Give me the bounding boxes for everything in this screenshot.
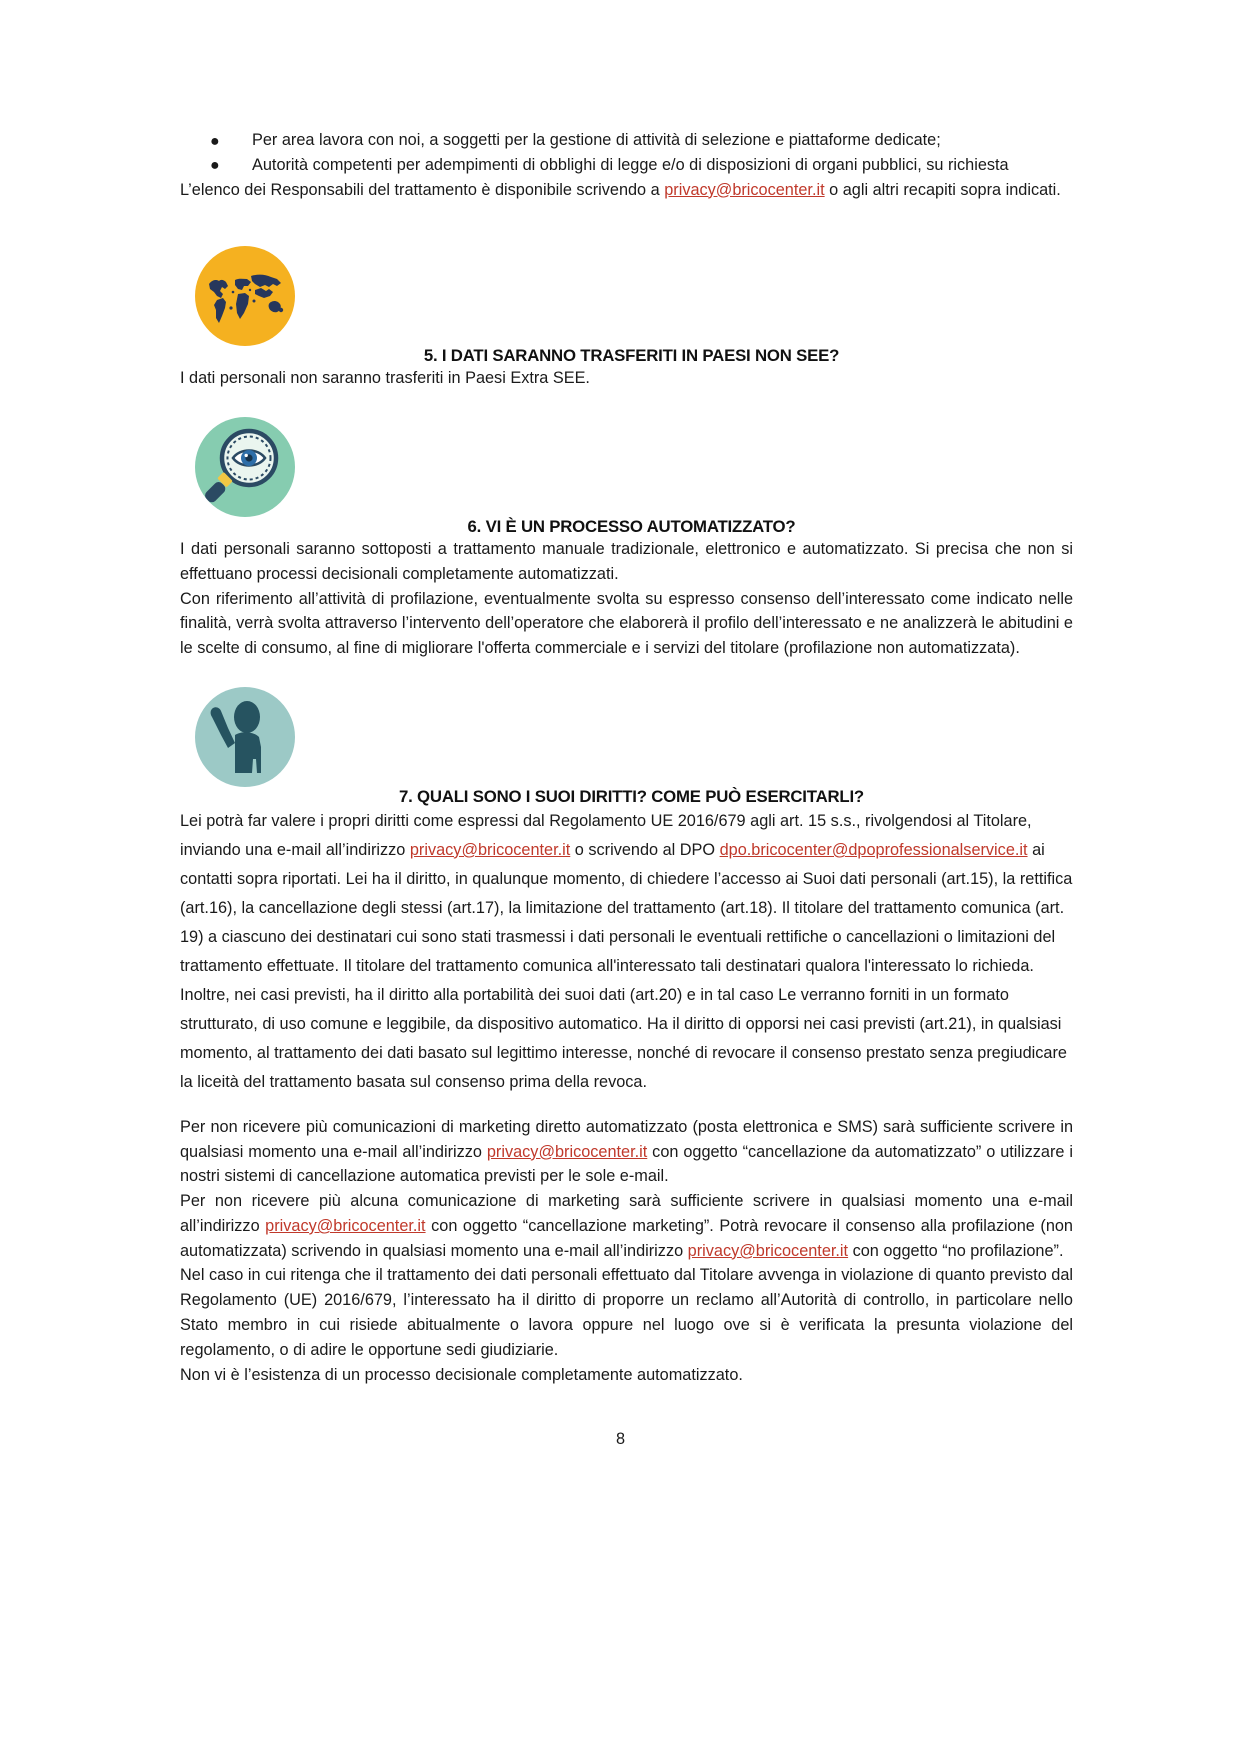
privacy-email-link[interactable]: privacy@bricocenter.it [409, 840, 571, 859]
section7-complaint-paragraph: Nel caso in cui ritenga che il trattamento dei dati personali effettuato dal Titolare avvenga in violazione di quanto previsto dal Regolamento (UE) 2016/679, l’interessato ha il diritto di proporre un reclamo all’Autorità di controllo, in particolare nello Stato membro in cui risiede abitualmente o lavora oppure nel luogo ove si è verificata la presunta violazione del regolamento, o di adire le opportune sedi giudiziarie. [180, 1266, 1073, 1359]
privacy-email-link[interactable]: privacy@bricocenter.it [664, 180, 825, 199]
marketing2-text-1: Per non ricevere più alcuna comunicazione di marketing sarà sufficiente scrivere in qualsiasi momento una e-mail all’indirizzo [180, 1192, 1073, 1235]
paragraph-text-before-link: L’elenco dei Responsabili del trattamento è disponibile scrivendo a [180, 180, 665, 199]
section7-rights-paragraph [180, 807, 1073, 1097]
magnifier-eye-icon [195, 417, 295, 517]
section6-title: 6. VI È UN PROCESSO AUTOMATIZZATO? [467, 517, 796, 537]
person-raising-hand-icon [195, 687, 295, 787]
section7-title: 7. QUALI SONO I SUOI DIRITTI? COME PUÒ ESERCITARLI? [399, 786, 864, 806]
section7-icon-block [180, 687, 1073, 787]
list-item [180, 153, 1073, 178]
responsabili-paragraph [180, 178, 1073, 203]
section6-title-row [190, 517, 1073, 537]
page-number: 8 [615, 1430, 626, 1448]
list-item-text: Per area lavora con noi, a soggetti per la gestione di attività di selezione e piattaforme dedicate; [252, 131, 941, 149]
section5-body: I dati personali non saranno trasferiti in Paesi Extra SEE. [180, 369, 590, 388]
page-content [180, 128, 1073, 1387]
marketing2-text-2: con oggetto “cancellazione marketing”. Potrà revocare il consenso alla profilazione (non automatizzata) scrivendo in qualsiasi momento una e-mail all’indirizzo [180, 1216, 1073, 1260]
dpo-email-link[interactable]: dpo.bricocenter@dpoprofessionalservice.it [719, 840, 1028, 859]
section6-icon-block [180, 417, 1073, 517]
rights-text-1: Lei potrà far valere i propri diritti come espressi dal Regolamento UE 2016/679 agli art. 15 s.s., rivolgendosi al Titolare, inviando una e-mail all’indirizzo [180, 811, 1032, 859]
privacy-email-link[interactable]: privacy@bricocenter.it [486, 1142, 648, 1161]
marketing1-text-1: Per non ricevere più comunicazioni di marketing diretto automatizzato (posta elettronica e SMS) sarà sufficiente scrivere in qualsiasi momento una e-mail all’indirizzo [180, 1117, 1073, 1161]
section5-title-row [190, 346, 1073, 366]
marketing1-text-2: con oggetto “cancellazione da automatizzato” o utilizzare i nostri sistemi di cancellazione automatica previsti per le sole e-mail. [180, 1142, 1073, 1186]
list-item [180, 128, 1073, 153]
section5-icon-block [180, 246, 1073, 346]
paragraph-text-after-link: o agli altri recapiti sopra indicati. [824, 180, 1061, 199]
privacy-email-link[interactable]: privacy@bricocenter.it [687, 1241, 849, 1260]
privacy-email-link[interactable]: privacy@bricocenter.it [265, 1216, 426, 1235]
section7-closing-paragraph: Non vi è l’esistenza di un processo decisionale completamente automatizzato. [180, 1365, 743, 1384]
bullet-icon: ● [210, 132, 220, 150]
rights-text-2: o scrivendo al DPO [570, 840, 720, 859]
section7-title-row [190, 787, 1073, 807]
marketing2-text-3: con oggetto “no profilazione”. [848, 1241, 1064, 1260]
section7-marketing-paragraph-1 [180, 1115, 1073, 1189]
recipients-bullet-list [180, 128, 1073, 178]
list-item-text: Autorità competenti per adempimenti di obblighi di legge e/o di disposizioni di organi pubblici, su richiesta [252, 155, 1009, 174]
section7-marketing-paragraph-2 [180, 1189, 1073, 1263]
section6-paragraph-1: I dati personali saranno sottoposti a trattamento manuale tradizionale, elettronico e automatizzato. Si precisa che non si effettuano processi decisionali completamente automatizzati. [180, 540, 1073, 583]
section5-title: 5. I DATI SARANNO TRASFERITI IN PAESI NON SEE? [423, 346, 840, 366]
section6-paragraph-2: Con riferimento all’attività di profilazione, eventualmente svolta su espresso consenso dell’interessato come indicato nelle finalità, verrà svolta attraverso l’intervento dell’operatore che elaborerà il profilo dell’interessato e ne analizzerà le abitudini e le scelte di consumo, al fine di migliorare l'offerta commerciale e i servizi del titolare (profilazione non automatizzata). [180, 589, 1073, 658]
bullet-icon: ● [210, 157, 220, 175]
rights-text-3: ai contatti sopra riportati. Lei ha il diritto, in qualunque momento, di chiedere l’accesso ai Suoi dati personali (art.15), la rettifica (art.16), la cancellazione degli stessi (art.17), la limitazione del trattamento (art.18). Il titolare del trattamento comunica (art. 19) a ciascuno dei destinatari cui sono stati trasmessi i dati personali le eventuali rettifiche o cancellazioni o limitazioni del trattamento effettuate. Il titolare del trattamento comunica all'interessato tali destinatari qualora l'interessato lo richieda. Inoltre, nei casi previsti, ha il diritto alla portabilità dei suoi dati (art.20) e in tal caso Le verranno forniti in un formato strutturato, di uso comune e leggibile, da dispositivo automatico. Ha il diritto di opporsi nei casi previsti (art.21), in qualsiasi momento, al trattamento dei dati basato sul legittimo interesse, nonché di revocare il consenso prestato senza pregiudicare la liceità del trattamento basata sul consenso prima della revoca. [180, 840, 1073, 1091]
globe-icon [195, 246, 295, 346]
